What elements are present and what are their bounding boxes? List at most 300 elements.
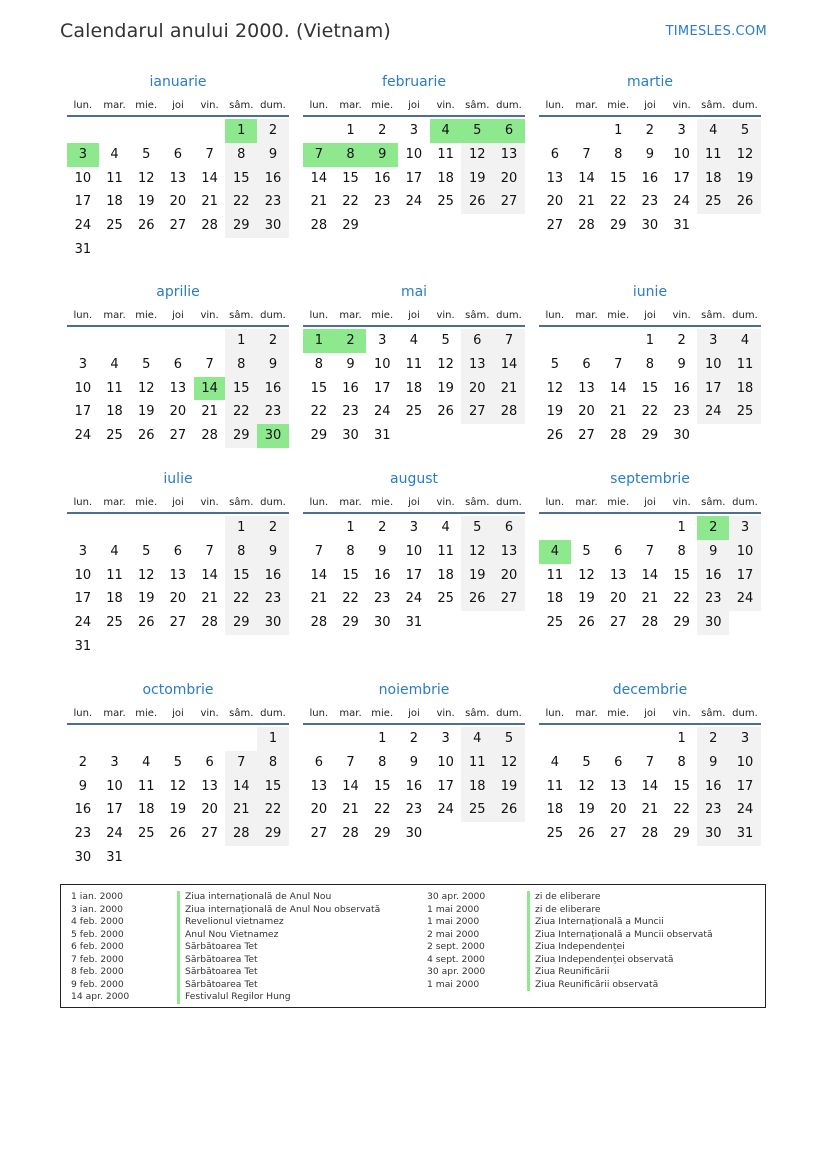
day-cell: 22 bbox=[225, 190, 257, 214]
day-cell: 24 bbox=[729, 798, 761, 822]
empty-cell bbox=[67, 119, 99, 143]
day-cell: 5 bbox=[461, 516, 493, 540]
day-cell: 27 bbox=[578, 428, 595, 444]
day-cell: 28 bbox=[201, 218, 218, 234]
day-cell: 10 bbox=[106, 778, 123, 794]
day-cell: 24 bbox=[729, 587, 761, 611]
day-cell: 18 bbox=[461, 775, 493, 799]
day-cell: 1 bbox=[677, 731, 686, 746]
day-cell: 8 bbox=[225, 353, 257, 377]
weekday-label: lun. bbox=[73, 309, 93, 321]
weekday-header bbox=[539, 305, 761, 327]
day-grid bbox=[539, 119, 761, 238]
site-link[interactable]: TIMESLES.COM bbox=[665, 24, 767, 39]
month-ianuarie bbox=[67, 72, 289, 262]
month-octombrie bbox=[67, 680, 289, 870]
day-cell: 19 bbox=[546, 404, 564, 420]
day-cell: 31 bbox=[74, 638, 92, 654]
weekday-label: dum. bbox=[260, 309, 286, 321]
day-cell: 13 bbox=[609, 778, 627, 794]
day-cell: 3 bbox=[409, 520, 419, 535]
day-cell: 7 bbox=[614, 356, 623, 372]
holiday-day: 2 bbox=[335, 329, 367, 353]
weekday-label: joi bbox=[408, 309, 420, 321]
day-cell: 12 bbox=[546, 380, 564, 396]
day-cell: 5 bbox=[582, 543, 591, 559]
day-cell: 18 bbox=[106, 591, 123, 607]
day-cell: 16 bbox=[257, 377, 289, 401]
day-cell: 30 bbox=[257, 214, 289, 238]
day-cell: 4 bbox=[110, 543, 119, 559]
day-cell: 25 bbox=[437, 591, 454, 607]
day-cell: 26 bbox=[493, 798, 525, 822]
empty-cell bbox=[303, 119, 335, 143]
day-cell: 16 bbox=[373, 567, 391, 583]
weekday-label: sâm. bbox=[465, 309, 490, 321]
day-cell: 21 bbox=[342, 802, 359, 818]
day-cell: 23 bbox=[373, 194, 391, 210]
holiday-date: 7 feb. 2000 bbox=[71, 953, 124, 965]
month-noiembrie bbox=[303, 680, 525, 846]
day-cell: 14 bbox=[310, 170, 328, 186]
holiday-date: 30 apr. 2000 bbox=[427, 891, 486, 902]
day-cell: 3 bbox=[729, 727, 761, 751]
day-cell: 5 bbox=[142, 146, 151, 162]
day-cell: 14 bbox=[310, 567, 328, 583]
day-cell: 7 bbox=[582, 146, 591, 162]
empty-cell bbox=[303, 727, 335, 751]
weekday-label: sâm. bbox=[229, 496, 254, 508]
weekday-label: sâm. bbox=[229, 99, 254, 111]
day-cell: 9 bbox=[78, 778, 87, 794]
day-cell: 7 bbox=[645, 754, 655, 770]
day-grid bbox=[67, 329, 289, 448]
holiday-name: Anul Nou Vietnamez bbox=[177, 929, 380, 942]
month-name: aprilie bbox=[156, 284, 200, 300]
day-cell: 1 bbox=[645, 333, 655, 348]
day-cell: 14 bbox=[201, 567, 218, 583]
weekday-label: sâm. bbox=[229, 707, 254, 719]
day-cell: 5 bbox=[493, 727, 525, 751]
weekday-label: joi bbox=[408, 707, 420, 719]
day-cell: 16 bbox=[641, 170, 659, 186]
day-cell: 15 bbox=[673, 567, 690, 583]
weekday-label: joi bbox=[644, 99, 656, 111]
holiday-name: Ziua Internațională a Muncii bbox=[527, 916, 713, 929]
day-cell: 24 bbox=[74, 428, 92, 444]
day-cell: 20 bbox=[609, 802, 627, 818]
day-cell: 12 bbox=[461, 143, 493, 167]
weekday-label: mar. bbox=[103, 707, 126, 719]
day-cell: 5 bbox=[582, 754, 591, 770]
day-cell: 15 bbox=[257, 775, 289, 799]
empty-cell bbox=[571, 727, 603, 751]
day-cell: 19 bbox=[137, 194, 155, 210]
empty-cell bbox=[539, 119, 571, 143]
weekday-label: mar. bbox=[575, 707, 598, 719]
day-cell: 19 bbox=[493, 775, 525, 799]
day-cell: 24 bbox=[373, 404, 391, 420]
day-cell: 24 bbox=[74, 615, 92, 631]
day-grid bbox=[67, 727, 289, 870]
day-cell: 20 bbox=[169, 591, 187, 607]
day-cell: 1 bbox=[346, 123, 355, 138]
weekday-label: vin. bbox=[672, 496, 691, 508]
empty-cell bbox=[634, 516, 666, 540]
day-cell: 22 bbox=[641, 404, 659, 420]
holiday-day: 1 bbox=[225, 119, 257, 143]
day-cell: 15 bbox=[342, 567, 359, 583]
day-cell: 10 bbox=[729, 751, 761, 775]
day-cell: 11 bbox=[461, 751, 493, 775]
day-cell: 17 bbox=[106, 802, 123, 818]
day-cell: 3 bbox=[78, 543, 87, 559]
empty-cell bbox=[194, 727, 226, 751]
day-cell: 28 bbox=[310, 218, 328, 234]
weekday-header bbox=[67, 95, 289, 117]
day-cell: 31 bbox=[373, 428, 391, 444]
day-cell: 14 bbox=[641, 778, 659, 794]
day-cell: 29 bbox=[342, 615, 359, 631]
day-cell: 6 bbox=[582, 356, 591, 372]
day-cell: 28 bbox=[342, 826, 359, 842]
weekday-label: mie. bbox=[371, 99, 394, 111]
holiday-name: Revelionul vietnamez bbox=[177, 916, 380, 929]
holiday-date: 9 feb. 2000 bbox=[71, 978, 124, 990]
day-cell: 11 bbox=[106, 380, 123, 396]
day-cell: 6 bbox=[173, 543, 183, 559]
weekday-label: joi bbox=[172, 496, 184, 508]
holiday-name: Ziua Internațională a Muncii observată bbox=[527, 929, 713, 942]
day-cell: 22 bbox=[373, 802, 391, 818]
day-cell: 14 bbox=[641, 567, 659, 583]
day-cell: 21 bbox=[201, 194, 218, 210]
weekday-label: mar. bbox=[103, 309, 126, 321]
holiday-name: Sărbătoarea Tet bbox=[177, 979, 380, 992]
weekday-label: joi bbox=[172, 99, 184, 111]
day-cell: 22 bbox=[257, 798, 289, 822]
month-name: octombrie bbox=[142, 682, 214, 698]
day-cell: 1 bbox=[225, 329, 257, 353]
day-cell: 24 bbox=[405, 194, 423, 210]
weekday-label: mie. bbox=[135, 309, 158, 321]
day-cell: 30 bbox=[697, 822, 729, 846]
day-cell: 9 bbox=[677, 356, 686, 372]
empty-cell bbox=[335, 727, 367, 751]
day-grid bbox=[67, 119, 289, 262]
weekday-label: joi bbox=[644, 707, 656, 719]
weekday-label: sâm. bbox=[465, 707, 490, 719]
day-cell: 13 bbox=[461, 353, 493, 377]
day-cell: 30 bbox=[257, 611, 289, 635]
weekday-label: dum. bbox=[496, 707, 522, 719]
day-cell: 8 bbox=[257, 751, 289, 775]
day-cell: 26 bbox=[437, 404, 454, 420]
weekday-label: mar. bbox=[339, 99, 362, 111]
day-cell: 17 bbox=[74, 404, 92, 420]
day-cell: 5 bbox=[173, 754, 183, 770]
day-cell: 25 bbox=[137, 826, 155, 842]
weekday-label: mie. bbox=[371, 707, 394, 719]
day-cell: 10 bbox=[74, 567, 92, 583]
day-cell: 5 bbox=[142, 543, 151, 559]
day-cell: 3 bbox=[697, 329, 729, 353]
day-cell: 29 bbox=[257, 822, 289, 846]
day-cell: 19 bbox=[437, 380, 454, 396]
legend-dates-right bbox=[427, 891, 485, 991]
weekday-header bbox=[67, 703, 289, 725]
day-cell: 8 bbox=[677, 543, 686, 559]
month-septembrie bbox=[539, 469, 761, 635]
day-cell: 6 bbox=[205, 754, 214, 770]
day-cell: 21 bbox=[609, 404, 627, 420]
empty-cell bbox=[194, 516, 226, 540]
day-cell: 21 bbox=[641, 802, 659, 818]
day-cell: 8 bbox=[677, 754, 686, 770]
day-cell: 26 bbox=[169, 826, 187, 842]
day-cell: 31 bbox=[729, 822, 761, 846]
day-cell: 13 bbox=[201, 778, 218, 794]
day-cell: 29 bbox=[310, 428, 328, 444]
holiday-name: Sărbătoarea Tet bbox=[177, 966, 380, 979]
empty-cell bbox=[539, 329, 571, 353]
empty-cell bbox=[130, 727, 162, 751]
day-cell: 4 bbox=[697, 119, 729, 143]
day-cell: 18 bbox=[106, 404, 123, 420]
page-title: Calendarul anului 2000. (Vietnam) bbox=[60, 20, 391, 42]
weekday-label: mar. bbox=[103, 496, 126, 508]
holiday-day: 2 bbox=[697, 516, 729, 540]
weekday-label: mie. bbox=[371, 496, 394, 508]
day-cell: 5 bbox=[729, 119, 761, 143]
month-decembrie bbox=[539, 680, 761, 846]
day-cell: 15 bbox=[673, 778, 690, 794]
empty-cell bbox=[571, 516, 603, 540]
day-cell: 14 bbox=[201, 170, 218, 186]
month-name: martie bbox=[627, 74, 673, 90]
day-cell: 26 bbox=[546, 428, 564, 444]
weekday-label: mie. bbox=[135, 99, 158, 111]
day-cell: 15 bbox=[342, 170, 359, 186]
day-cell: 7 bbox=[645, 543, 655, 559]
day-cell: 14 bbox=[493, 353, 525, 377]
day-cell: 28 bbox=[493, 400, 525, 424]
day-grid bbox=[303, 119, 525, 238]
day-cell: 23 bbox=[257, 587, 289, 611]
day-cell: 6 bbox=[314, 754, 323, 770]
month-name: mai bbox=[400, 284, 428, 300]
holiday-name: Sărbătoarea Tet bbox=[177, 941, 380, 954]
weekday-label: sâm. bbox=[465, 496, 490, 508]
day-cell: 4 bbox=[110, 356, 119, 372]
day-cell: 6 bbox=[173, 356, 183, 372]
day-cell: 26 bbox=[137, 218, 155, 234]
holiday-date: 1 ian. 2000 bbox=[71, 891, 123, 902]
holiday-date: 3 ian. 2000 bbox=[71, 903, 123, 915]
day-cell: 16 bbox=[697, 564, 729, 588]
day-cell: 8 bbox=[614, 146, 623, 162]
day-cell: 23 bbox=[373, 591, 391, 607]
day-cell: 23 bbox=[342, 404, 359, 420]
holiday-date: 2 sept. 2000 bbox=[427, 941, 485, 952]
day-cell: 21 bbox=[310, 591, 328, 607]
weekday-label: dum. bbox=[732, 99, 758, 111]
holiday-day: 6 bbox=[493, 119, 525, 143]
day-cell: 13 bbox=[493, 540, 525, 564]
weekday-label: dum. bbox=[496, 496, 522, 508]
holiday-date: 6 feb. 2000 bbox=[71, 941, 124, 952]
day-cell: 13 bbox=[578, 380, 595, 396]
day-cell: 17 bbox=[405, 170, 423, 186]
day-cell: 21 bbox=[310, 194, 328, 210]
day-cell: 28 bbox=[201, 428, 218, 444]
weekday-label: mie. bbox=[371, 309, 394, 321]
weekday-label: mar. bbox=[575, 496, 598, 508]
day-cell: 29 bbox=[673, 615, 690, 631]
holiday-day: 5 bbox=[461, 119, 493, 143]
weekday-header bbox=[303, 703, 525, 725]
holiday-day: 30 bbox=[257, 424, 289, 448]
day-cell: 19 bbox=[729, 167, 761, 191]
day-cell: 27 bbox=[169, 428, 187, 444]
month-name: septembrie bbox=[610, 471, 690, 487]
legend-dates-left bbox=[71, 891, 129, 1004]
day-cell: 29 bbox=[225, 214, 257, 238]
empty-cell bbox=[67, 329, 99, 353]
day-cell: 23 bbox=[257, 400, 289, 424]
day-cell: 28 bbox=[641, 826, 659, 842]
day-cell: 9 bbox=[346, 356, 355, 372]
day-cell: 21 bbox=[493, 377, 525, 401]
holiday-name: Ziua Reunificării observată bbox=[527, 979, 713, 992]
day-cell: 3 bbox=[729, 516, 761, 540]
weekday-label: mie. bbox=[607, 707, 630, 719]
day-cell: 11 bbox=[437, 543, 454, 559]
holiday-name: Festivalul Regilor Hung bbox=[177, 991, 380, 1004]
day-cell: 22 bbox=[342, 591, 359, 607]
day-cell: 17 bbox=[729, 775, 761, 799]
empty-cell bbox=[571, 329, 603, 353]
day-cell: 2 bbox=[378, 520, 387, 535]
day-cell: 19 bbox=[461, 167, 493, 191]
day-cell: 4 bbox=[461, 727, 493, 751]
day-cell: 29 bbox=[641, 428, 659, 444]
day-cell: 14 bbox=[578, 170, 595, 186]
day-cell: 11 bbox=[405, 356, 423, 372]
day-cell: 14 bbox=[342, 778, 359, 794]
day-cell: 23 bbox=[74, 826, 92, 842]
weekday-label: sâm. bbox=[701, 99, 726, 111]
day-cell: 22 bbox=[310, 404, 328, 420]
day-cell: 27 bbox=[493, 587, 525, 611]
empty-cell bbox=[634, 727, 666, 751]
day-grid bbox=[303, 727, 525, 846]
weekday-label: joi bbox=[172, 309, 184, 321]
weekday-label: joi bbox=[644, 309, 656, 321]
day-cell: 24 bbox=[437, 802, 454, 818]
day-cell: 24 bbox=[673, 194, 690, 210]
empty-cell bbox=[162, 516, 194, 540]
day-grid bbox=[539, 516, 761, 635]
day-cell: 23 bbox=[697, 798, 729, 822]
day-cell: 17 bbox=[74, 194, 92, 210]
day-cell: 20 bbox=[493, 167, 525, 191]
weekday-label: lun. bbox=[545, 496, 565, 508]
empty-cell bbox=[602, 516, 634, 540]
day-cell: 30 bbox=[405, 826, 423, 842]
day-cell: 26 bbox=[729, 190, 761, 214]
day-cell: 16 bbox=[74, 802, 92, 818]
legend-names-left bbox=[177, 891, 380, 1004]
day-cell: 11 bbox=[137, 778, 155, 794]
weekday-label: vin. bbox=[200, 496, 219, 508]
holiday-day: 1 bbox=[303, 329, 335, 353]
weekday-label: lun. bbox=[73, 707, 93, 719]
day-grid bbox=[539, 329, 761, 448]
day-cell: 9 bbox=[645, 146, 655, 162]
day-cell: 31 bbox=[74, 241, 92, 257]
weekday-label: lun. bbox=[309, 707, 329, 719]
day-cell: 17 bbox=[74, 591, 92, 607]
day-cell: 9 bbox=[257, 353, 289, 377]
weekday-header bbox=[67, 492, 289, 514]
day-cell: 16 bbox=[405, 778, 423, 794]
day-cell: 1 bbox=[346, 520, 355, 535]
day-cell: 12 bbox=[493, 751, 525, 775]
weekday-label: joi bbox=[408, 99, 420, 111]
day-cell: 22 bbox=[609, 194, 627, 210]
day-cell: 13 bbox=[546, 170, 564, 186]
day-cell: 15 bbox=[225, 564, 257, 588]
day-cell: 10 bbox=[405, 146, 423, 162]
holiday-name: Ziua Independenței observată bbox=[527, 954, 713, 967]
day-cell: 31 bbox=[405, 615, 423, 631]
weekday-label: mar. bbox=[339, 309, 362, 321]
day-cell: 25 bbox=[106, 615, 123, 631]
day-cell: 13 bbox=[169, 170, 187, 186]
holiday-name: Ziua Independenței bbox=[527, 941, 713, 954]
holiday-day: 14 bbox=[194, 377, 226, 401]
day-grid bbox=[67, 516, 289, 659]
day-cell: 18 bbox=[405, 380, 423, 396]
month-mai bbox=[303, 282, 525, 448]
day-cell: 12 bbox=[461, 540, 493, 564]
day-cell: 30 bbox=[373, 615, 391, 631]
day-cell: 25 bbox=[729, 400, 761, 424]
holiday-legend bbox=[60, 884, 766, 1008]
weekday-label: sâm. bbox=[465, 99, 490, 111]
empty-cell bbox=[539, 727, 571, 751]
day-cell: 7 bbox=[205, 146, 214, 162]
empty-cell bbox=[67, 727, 99, 751]
weekday-label: sâm. bbox=[701, 707, 726, 719]
holiday-date: 1 mai 2000 bbox=[427, 916, 480, 927]
day-cell: 20 bbox=[169, 194, 187, 210]
day-cell: 29 bbox=[225, 611, 257, 635]
weekday-label: lun. bbox=[545, 99, 565, 111]
empty-cell bbox=[194, 119, 226, 143]
weekday-label: mar. bbox=[339, 707, 362, 719]
weekday-label: mar. bbox=[339, 496, 362, 508]
weekday-label: lun. bbox=[73, 496, 93, 508]
month-name: iunie bbox=[632, 284, 668, 300]
day-cell: 26 bbox=[461, 190, 493, 214]
empty-cell bbox=[130, 516, 162, 540]
day-cell: 13 bbox=[169, 567, 187, 583]
month-aprilie bbox=[67, 282, 289, 448]
day-cell: 16 bbox=[697, 775, 729, 799]
empty-cell bbox=[539, 516, 571, 540]
